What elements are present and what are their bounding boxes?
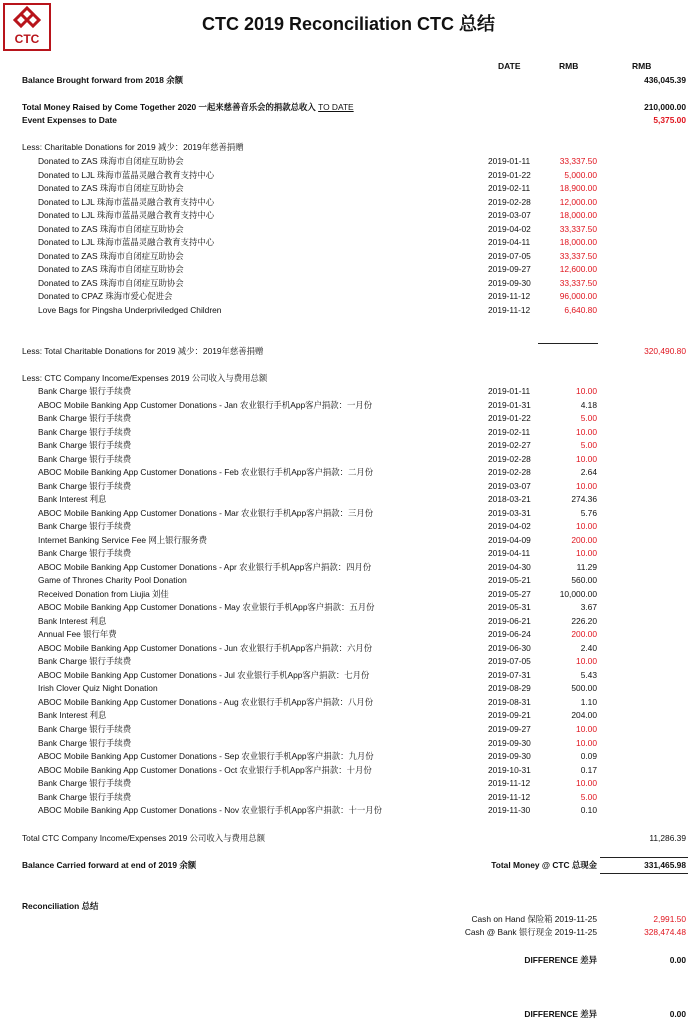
balance-bf-amount: 436,045.39	[644, 75, 686, 85]
table-row	[0, 750, 697, 763]
row-description: Bank Charge 银行手续费	[38, 778, 132, 789]
row-date: 2019-02-28	[488, 196, 531, 207]
table-row	[0, 507, 697, 520]
money-raised-row	[0, 101, 697, 114]
table-row	[0, 804, 697, 817]
row-amount: 5.00	[580, 440, 597, 451]
row-amount: 5.43	[580, 669, 597, 680]
row-amount: 226.20	[571, 615, 597, 626]
table-row	[0, 412, 697, 425]
difference-amount: 0.00	[669, 955, 686, 965]
table-row	[0, 493, 697, 506]
company-header: Less: CTC Company Income/Expenses 2019 公司收入与费用总额	[22, 373, 268, 383]
table-row	[0, 682, 697, 695]
row-description: Internet Banking Service Fee 网上银行服务费	[38, 534, 207, 545]
row-description: Donated to LJL 珠海市蓝晶灵融合教育支持中心	[38, 237, 215, 248]
row-date: 2019-11-30	[488, 805, 531, 816]
table-row	[0, 426, 697, 439]
row-description: ABOC Mobile Banking App Customer Donations - Apr 农业银行手机App客户捐款：四月份	[38, 561, 372, 572]
row-date: 2019-08-31	[488, 696, 531, 707]
company-header-row	[0, 372, 697, 385]
table-row	[0, 290, 697, 303]
row-description: Donated to ZAS 珠海市自闭症互助协会	[38, 156, 184, 166]
table-row	[0, 628, 697, 641]
row-amount: 500.00	[571, 683, 597, 694]
row-description: ABOC Mobile Banking App Customer Donations - Jun 农业银行手机App客户捐款：六月份	[38, 642, 373, 653]
table-row	[0, 466, 697, 479]
row-date: 2019-03-31	[488, 507, 531, 518]
cash-at-bank-amount: 328,474.48	[644, 927, 686, 937]
row-amount: 33,337.50	[559, 156, 597, 166]
donations-total-amount: 320,490.80	[644, 346, 686, 356]
cash-on-hand-label: Cash on Hand 保险箱 2019-11-25	[471, 914, 597, 924]
row-amount: 11.29	[576, 561, 597, 572]
row-amount: 0.17	[580, 764, 597, 775]
balance-cf-amount: 331,465.98	[644, 860, 686, 870]
row-description: Donated to ZAS 珠海市自闭症互助协会	[38, 264, 184, 275]
table-row	[0, 615, 697, 628]
row-description: Bank Charge 银行手续费	[38, 791, 132, 802]
row-amount: 18,900.00	[559, 183, 597, 194]
money-raised-text: Total Money Raised by Come Together 2020 一起来慈善音乐会的捐款总收入	[22, 102, 316, 112]
subtotal-line	[538, 343, 598, 344]
row-date: 2019-01-11	[488, 156, 531, 166]
row-description: Donated to ZAS 珠海市自闭症互助协会	[38, 250, 184, 261]
table-row	[0, 399, 697, 412]
event-expenses-label: Event Expenses to Date	[22, 115, 117, 125]
row-amount: 10.00	[576, 548, 597, 559]
table-row	[0, 777, 697, 790]
row-date: 2019-03-07	[488, 480, 531, 491]
row-amount: 10.00	[576, 656, 597, 667]
row-date: 2019-04-02	[488, 521, 531, 532]
table-row	[0, 655, 697, 668]
row-date: 2019-08-29	[488, 683, 531, 694]
row-description: Game of Thrones Charity Pool Donation	[38, 575, 187, 586]
row-date: 2019-03-07	[488, 210, 531, 221]
table-row	[0, 223, 697, 236]
table-row	[0, 169, 697, 182]
table-row	[0, 723, 697, 736]
row-description: ABOC Mobile Banking App Customer Donations - Feb 农业银行手机App客户捐款：二月份	[38, 467, 374, 478]
row-amount: 10.00	[576, 480, 597, 491]
row-description: Bank Interest 利息	[38, 615, 107, 626]
cash-at-bank-label: Cash @ Bank 银行现金 2019-11-25	[464, 927, 597, 937]
page-title: CTC 2019 Reconciliation CTC 总结	[201, 14, 496, 34]
row-amount: 96,000.00	[559, 291, 597, 302]
table-row	[0, 236, 697, 249]
col-header-date: DATE	[498, 61, 521, 71]
row-date: 2019-11-12	[488, 291, 531, 302]
total-top-line	[600, 857, 688, 858]
money-raised-label	[22, 101, 354, 114]
table-row	[0, 520, 697, 533]
row-amount: 200.00	[571, 629, 597, 640]
row-description: ABOC Mobile Banking App Customer Donations - Mar 农业银行手机App客户捐款：三月份	[38, 507, 374, 518]
row-description: Donated to ZAS 珠海市自闭症互助协会	[38, 223, 184, 234]
row-description: Bank Charge 银行手续费	[38, 413, 132, 424]
row-description: ABOC Mobile Banking App Customer Donations - May 农业银行手机App客户捐款：五月份	[38, 602, 375, 613]
row-amount: 5,000.00	[564, 169, 597, 180]
col-header-rmb-total: RMB	[632, 61, 652, 71]
row-description: ABOC Mobile Banking App Customer Donations - Sep 农业银行手机App客户捐款：九月份	[38, 751, 374, 762]
row-date: 2019-02-11	[488, 426, 531, 437]
row-description: Bank Charge 银行手续费	[38, 480, 132, 491]
row-amount: 5.76	[580, 507, 597, 518]
to-date-text: TO DATE	[318, 102, 354, 112]
row-description: ABOC Mobile Banking App Customer Donations - Jul 农业银行手机App客户捐款：七月份	[38, 669, 370, 680]
row-date: 2019-02-11	[488, 183, 531, 194]
row-date: 2019-07-05	[488, 250, 531, 261]
row-description: Love Bags for Pingsha Underpriviledged Children	[38, 304, 222, 315]
row-description: Donated to LJL 珠海市蓝晶灵融合教育支持中心	[38, 210, 215, 221]
row-date: 2019-04-09	[488, 534, 531, 545]
row-amount: 12,600.00	[559, 264, 597, 275]
row-date: 2019-02-28	[488, 467, 531, 478]
donations-header: Less: Charitable Donations for 2019 减少：2019年慈善捐赠	[22, 142, 244, 152]
row-date: 2019-06-21	[488, 615, 531, 626]
cash-on-hand-row	[0, 913, 697, 926]
row-date: 2019-07-05	[488, 656, 531, 667]
difference-label: DIFFERENCE 差异	[524, 955, 597, 965]
row-amount: 10.00	[576, 724, 597, 734]
row-date: 2019-02-28	[488, 453, 531, 464]
row-description: Donated to ZAS 珠海市自闭症互助协会	[38, 183, 184, 194]
row-date: 2018-03-21	[488, 494, 531, 505]
row-amount: 3.67	[580, 602, 597, 613]
col-header-rmb: RMB	[559, 61, 579, 71]
row-amount: 10.00	[576, 426, 597, 437]
difference-amount-2: 0.00	[669, 1009, 686, 1019]
row-amount: 33,337.50	[559, 277, 597, 288]
row-description: Donated to LJL 珠海市蓝晶灵融合教育支持中心	[38, 196, 215, 207]
row-amount: 274.36	[571, 494, 597, 505]
row-amount: 18,000.00	[559, 237, 597, 248]
row-amount: 4.18	[580, 399, 597, 410]
row-amount: 6,640.80	[564, 304, 597, 315]
balance-brought-forward-row	[0, 74, 697, 87]
cash-at-bank-row	[0, 926, 697, 939]
row-amount: 2.64	[580, 467, 597, 478]
table-row	[0, 304, 697, 317]
row-description: ABOC Mobile Banking App Customer Donations - Oct 农业银行手机App客户捐款：十月份	[38, 764, 372, 775]
table-row	[0, 250, 697, 263]
row-description: Bank Charge 银行手续费	[38, 453, 132, 464]
row-date: 2019-09-30	[488, 751, 531, 762]
row-description: Bank Interest 利息	[38, 494, 107, 505]
table-row	[0, 709, 697, 722]
row-description: Bank Charge 银行手续费	[38, 521, 132, 532]
event-expenses-amount: 5,375.00	[653, 115, 686, 125]
row-amount: 204.00	[571, 710, 597, 721]
row-date: 2019-04-11	[488, 548, 531, 559]
row-date: 2019-01-11	[488, 386, 531, 396]
table-row	[0, 182, 697, 195]
company-total-amount: 11,286.39	[649, 833, 686, 843]
table-row	[0, 196, 697, 209]
table-row	[0, 642, 697, 655]
total-bottom-line	[600, 873, 688, 874]
row-description: Received Donation from Liujia 刘佳	[38, 588, 169, 599]
row-amount: 200.00	[571, 534, 597, 545]
row-description: Bank Charge 银行手续费	[38, 737, 132, 748]
row-date: 2019-11-12	[488, 791, 531, 802]
row-amount: 33,337.50	[559, 223, 597, 234]
balance-cf-label: Balance Carried forward at end of 2019 余额	[22, 860, 197, 870]
donations-total-label: Less: Total Charitable Donations for 2019 减少：2019年慈善捐赠	[22, 346, 264, 356]
row-date: 2019-02-27	[488, 440, 531, 451]
table-row	[0, 601, 697, 614]
table-row	[0, 155, 697, 168]
row-amount: 0.10	[580, 805, 597, 816]
row-amount: 18,000.00	[559, 210, 597, 221]
row-date: 2019-09-21	[488, 710, 531, 721]
row-date: 2019-11-12	[488, 778, 531, 789]
table-row	[0, 480, 697, 493]
row-date: 2019-01-22	[488, 169, 531, 180]
table-row	[0, 737, 697, 750]
row-amount: 12,000.00	[559, 196, 597, 207]
donations-header-row	[0, 141, 697, 154]
row-date: 2019-04-02	[488, 223, 531, 234]
table-row	[0, 439, 697, 452]
event-expenses-row	[0, 114, 697, 127]
row-description: Bank Charge 银行手续费	[38, 548, 132, 559]
row-amount: 0.09	[580, 751, 597, 762]
row-description: Donated to CPAZ 珠海市爱心促进会	[38, 291, 173, 302]
table-row	[0, 764, 697, 777]
difference-row	[0, 954, 697, 967]
row-date: 2019-06-30	[488, 642, 531, 653]
row-date: 2019-06-24	[488, 629, 531, 640]
table-row	[0, 696, 697, 709]
row-date: 2019-09-27	[488, 724, 531, 734]
balance-carried-forward-row	[0, 859, 697, 872]
row-description: Bank Charge 银行手续费	[38, 440, 132, 451]
row-amount: 10.00	[576, 453, 597, 464]
row-description: Donated to ZAS 珠海市自闭症互助协会	[38, 277, 184, 288]
row-date: 2019-04-11	[488, 237, 531, 248]
row-description: ABOC Mobile Banking App Customer Donations - Nov 农业银行手机App客户捐款：十一月份	[38, 805, 382, 816]
row-description: Donated to LJL 珠海市蓝晶灵融合教育支持中心	[38, 169, 215, 180]
row-amount: 10,000.00	[559, 588, 597, 599]
table-row	[0, 534, 697, 547]
row-date: 2019-11-12	[488, 304, 531, 315]
difference-row-2	[0, 1008, 697, 1021]
row-description: Bank Charge 银行手续费	[38, 724, 132, 734]
row-date: 2019-09-30	[488, 277, 531, 288]
difference-label-2: DIFFERENCE 差异	[524, 1009, 597, 1019]
row-date: 2019-05-21	[488, 575, 531, 586]
total-money-label: Total Money @ CTC 总现金	[491, 860, 597, 870]
money-raised-amount: 210,000.00	[644, 102, 686, 112]
table-row	[0, 791, 697, 804]
row-description: Annual Fee 银行年费	[38, 629, 117, 640]
table-row	[0, 588, 697, 601]
row-description: ABOC Mobile Banking App Customer Donations - Aug 农业银行手机App客户捐款：八月份	[38, 696, 374, 707]
donations-total-row	[0, 345, 697, 358]
row-date: 2019-10-31	[488, 764, 531, 775]
table-row	[0, 209, 697, 222]
cash-on-hand-amount: 2,991.50	[653, 914, 686, 924]
table-row	[0, 547, 697, 560]
reconciliation-label: Reconciliation 总结	[22, 901, 99, 911]
row-amount: 10.00	[576, 737, 597, 748]
table-row	[0, 574, 697, 587]
company-total-label: Total CTC Company Income/Expenses 2019 公司收入与费用总额	[22, 833, 265, 843]
row-date: 2019-09-27	[488, 264, 531, 275]
row-amount: 1.10	[580, 696, 597, 707]
row-date: 2019-07-31	[488, 669, 531, 680]
row-description: Irish Clover Quiz Night Donation	[38, 683, 158, 694]
row-date: 2019-09-30	[488, 737, 531, 748]
table-row	[0, 263, 697, 276]
row-description: Bank Interest 利息	[38, 710, 107, 721]
row-amount: 5.00	[580, 791, 597, 802]
reconciliation-header-row	[0, 900, 697, 913]
logo-text: CTC	[14, 32, 40, 46]
row-amount: 10.00	[576, 386, 597, 396]
table-row	[0, 277, 697, 290]
row-description: Bank Charge 银行手续费	[38, 386, 132, 396]
row-amount: 10.00	[576, 778, 597, 789]
row-date: 2019-04-30	[488, 561, 531, 572]
row-date: 2019-01-31	[488, 399, 531, 410]
row-description: Bank Charge 银行手续费	[38, 656, 132, 667]
row-date: 2019-01-22	[488, 413, 531, 424]
table-row	[0, 385, 697, 398]
table-row	[0, 561, 697, 574]
row-amount: 10.00	[576, 521, 597, 532]
row-amount: 33,337.50	[559, 250, 597, 261]
row-date: 2019-05-31	[488, 602, 531, 613]
company-total-row	[0, 832, 697, 845]
row-date: 2019-05-27	[488, 588, 531, 599]
row-amount: 2.40	[580, 642, 597, 653]
row-description: Bank Charge 银行手续费	[38, 426, 132, 437]
row-amount: 5.00	[580, 413, 597, 424]
table-row	[0, 453, 697, 466]
row-description: ABOC Mobile Banking App Customer Donations - Jan 农业银行手机App客户捐款：一月份	[38, 399, 373, 410]
balance-bf-label: Balance Brought forward from 2018 余额	[22, 75, 184, 85]
table-row	[0, 669, 697, 682]
row-amount: 560.00	[571, 575, 597, 586]
